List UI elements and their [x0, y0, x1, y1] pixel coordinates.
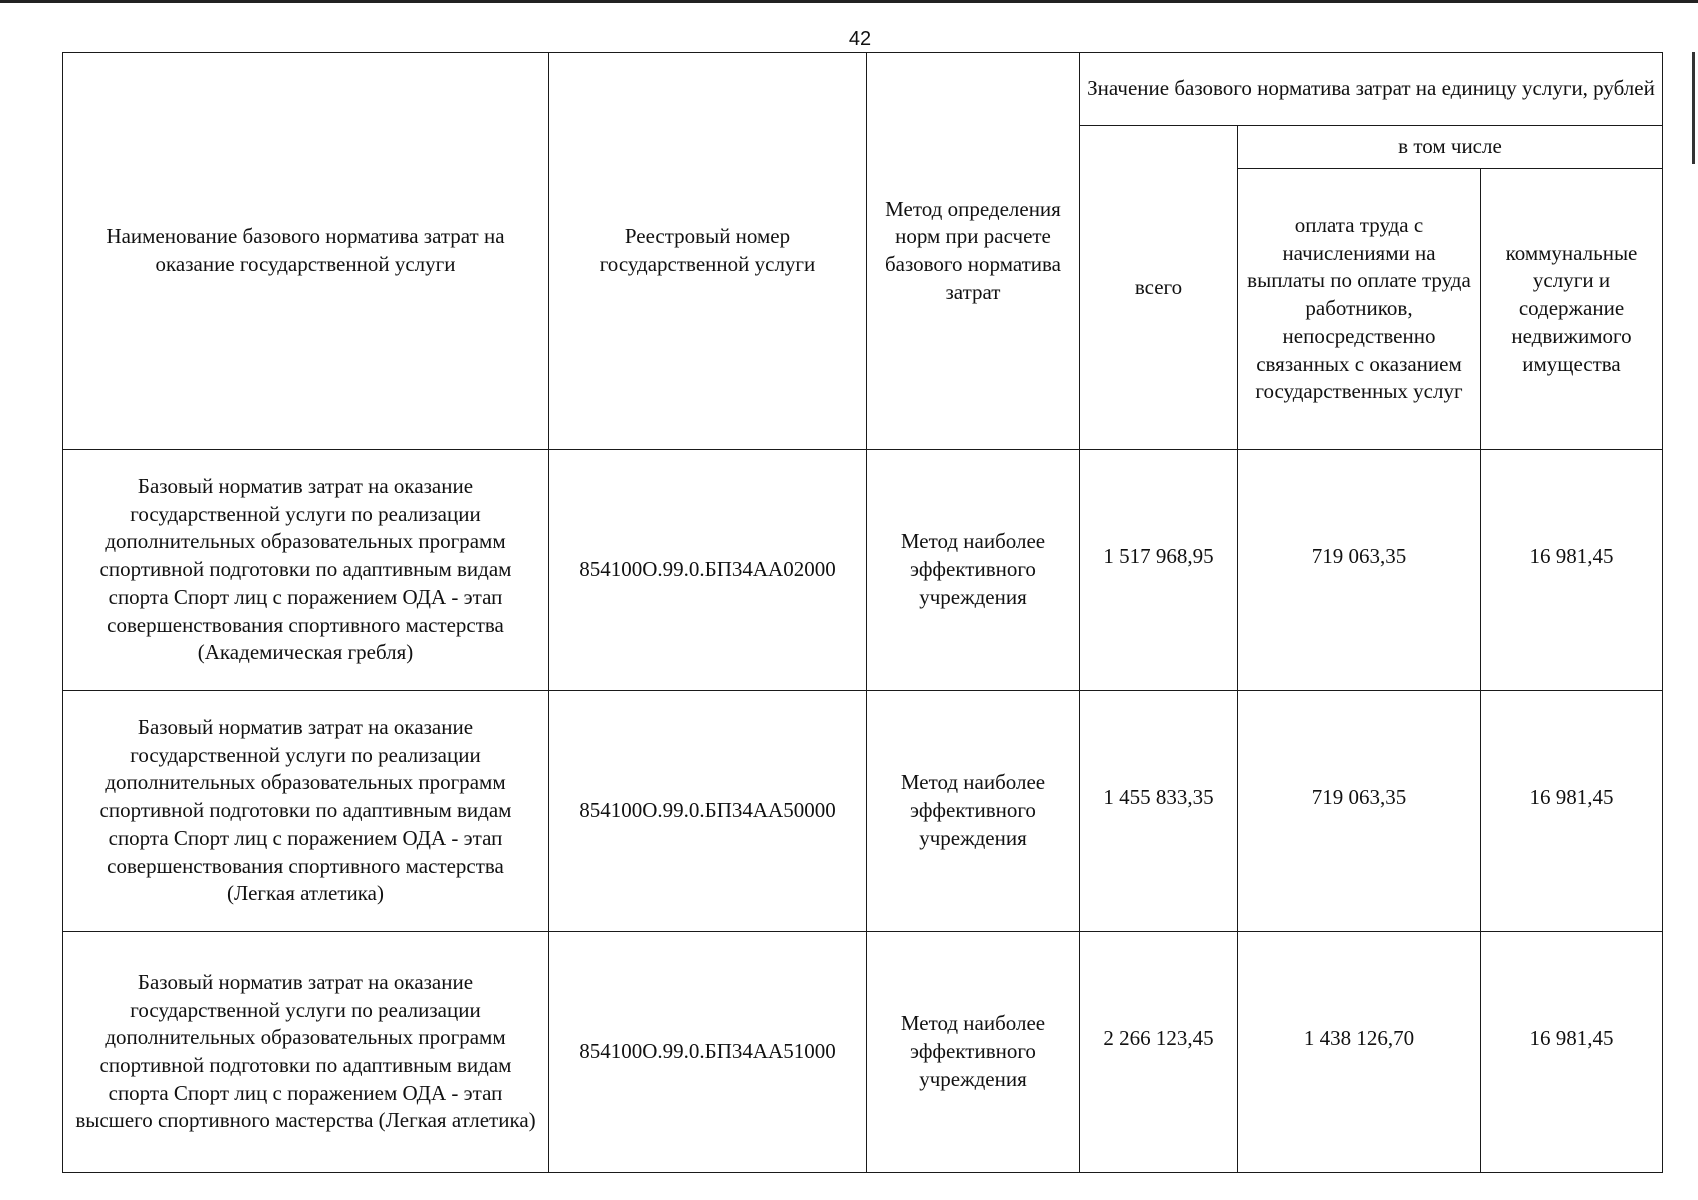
header-registry: Реестровый номер государственной услуги: [549, 53, 867, 450]
page-number: 42: [848, 28, 872, 50]
row-method: Метод наиболее эффективного учреждения: [867, 450, 1080, 691]
header-row-1: [63, 53, 1663, 126]
row-utilities: 16 981,45: [1481, 691, 1663, 932]
row-labor: 1 438 126,70: [1238, 932, 1481, 1173]
row-registry: 854100О.99.0.БП34АА51000: [549, 932, 867, 1173]
header-labor: оплата труда с начислениями на выплаты по оплате труда работников, непосредственно связанных с оказанием государственных услуг: [1238, 169, 1481, 450]
cost-norms-table: [62, 52, 1663, 1173]
row-registry: 854100О.99.0.БП34АА02000: [549, 450, 867, 691]
row-total: 1 517 968,95: [1080, 450, 1238, 691]
table-row: [63, 450, 1663, 691]
header-including: в том числе: [1238, 126, 1663, 169]
row-total: 2 266 123,45: [1080, 932, 1238, 1173]
header-method: Метод определения норм при расчете базового норматива затрат: [867, 53, 1080, 450]
row-total: 1 455 833,35: [1080, 691, 1238, 932]
row-method: Метод наиболее эффективного учреждения: [867, 691, 1080, 932]
row-utilities: 16 981,45: [1481, 932, 1663, 1173]
row-labor: 719 063,35: [1238, 450, 1481, 691]
top-border-line: [0, 0, 1698, 3]
row-name: Базовый норматив затрат на оказание государственной услуги по реализации дополнительных образовательных программ спортивной подготовки по адаптивным видам спорта Спорт лиц с поражением ОДА - этап высшего спортивного мастерства (Легкая атлетика): [63, 932, 549, 1173]
row-name: Базовый норматив затрат на оказание государственной услуги по реализации дополнительных образовательных программ спортивной подготовки по адаптивным видам спорта Спорт лиц с поражением ОДА - этап совершенствования спортивного мастерства (Академическая гребля): [63, 450, 549, 691]
row-method: Метод наиболее эффективного учреждения: [867, 932, 1080, 1173]
row-labor: 719 063,35: [1238, 691, 1481, 932]
table-row: [63, 691, 1663, 932]
row-utilities: 16 981,45: [1481, 450, 1663, 691]
header-utilities: коммунальные услуги и содержание недвижимого имущества: [1481, 169, 1663, 450]
header-name: Наименование базового норматива затрат на оказание государственной услуги: [63, 53, 549, 450]
header-value-group: Значение базового норматива затрат на единицу услуги, рублей: [1080, 53, 1663, 126]
scan-edge-mark: [1692, 52, 1695, 164]
row-name: Базовый норматив затрат на оказание государственной услуги по реализации дополнительных образовательных программ спортивной подготовки по адаптивным видам спорта Спорт лиц с поражением ОДА - этап совершенствования спортивного мастерства (Легкая атлетика): [63, 691, 549, 932]
row-registry: 854100О.99.0.БП34АА50000: [549, 691, 867, 932]
header-total: всего: [1080, 126, 1238, 450]
table-row: [63, 932, 1663, 1173]
